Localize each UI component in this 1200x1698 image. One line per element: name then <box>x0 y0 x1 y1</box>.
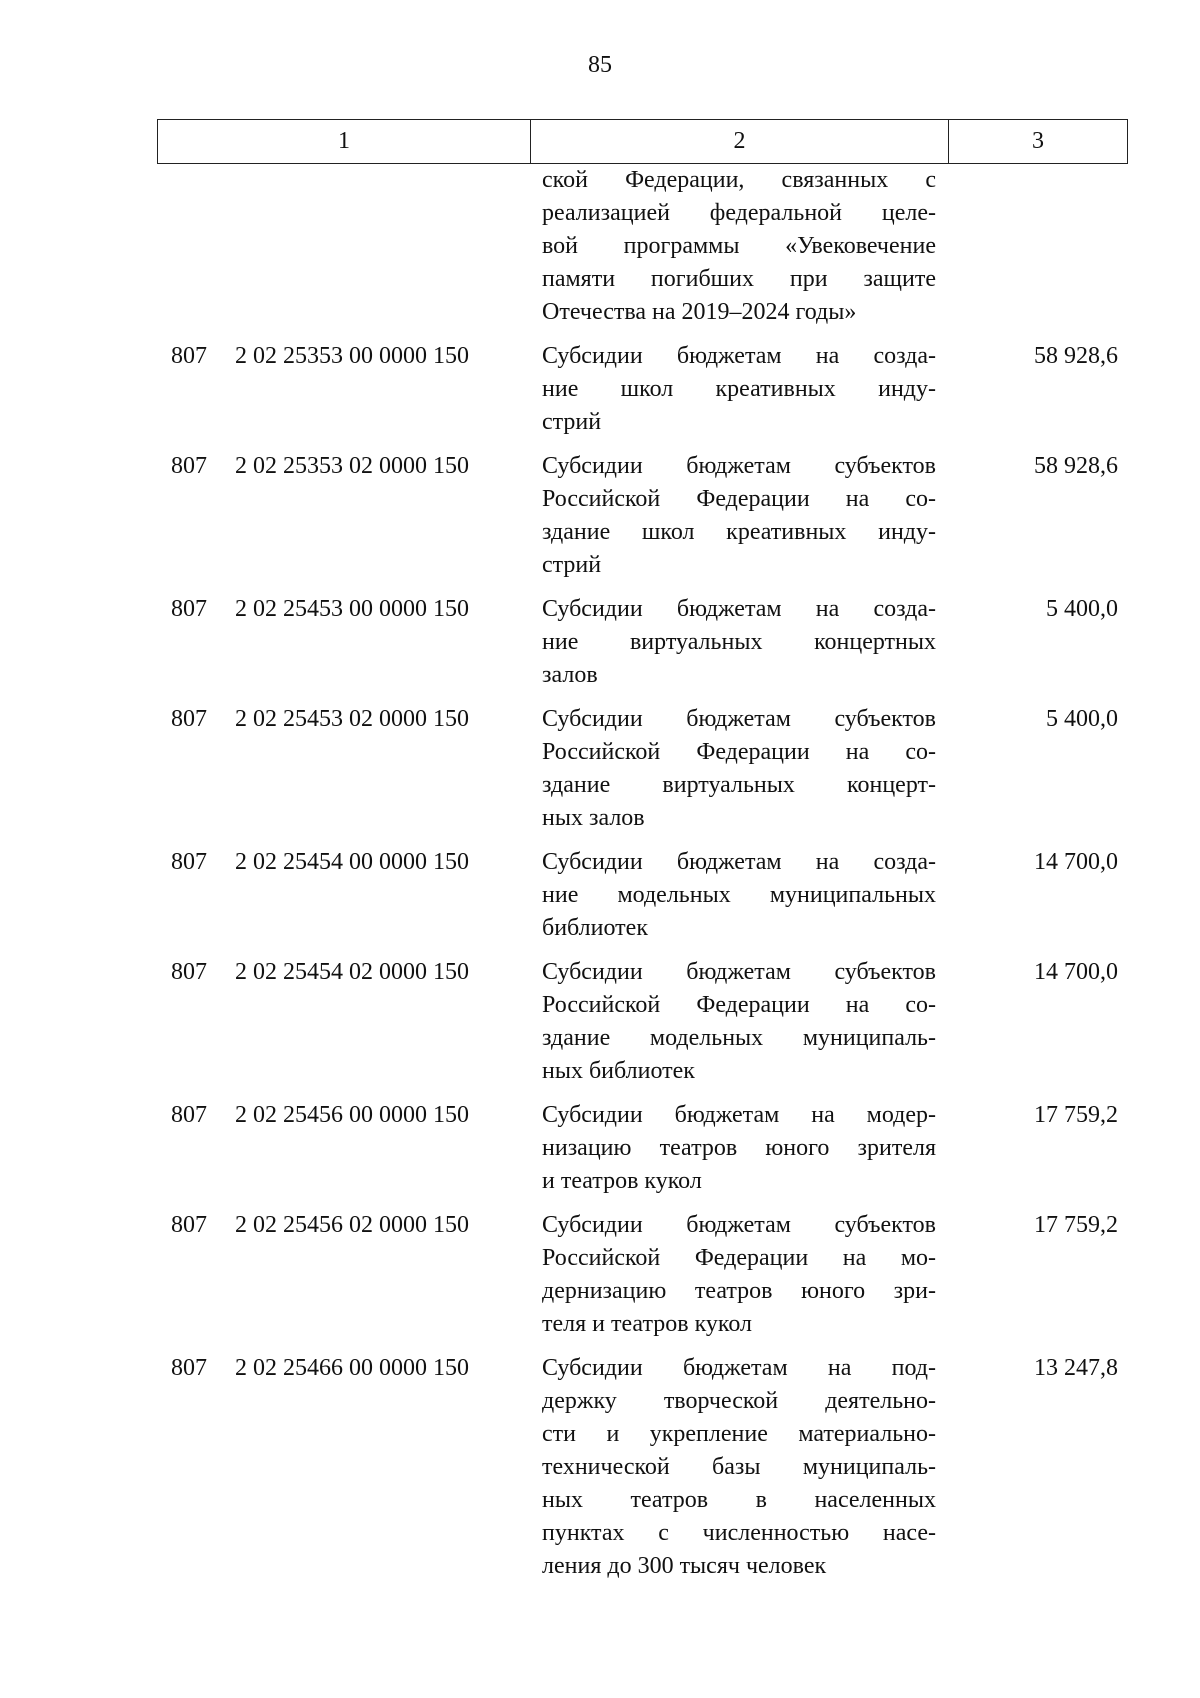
revenue-code-cell: 2 02 25454 02 0000 150 <box>235 959 469 985</box>
admin-code-cell: 807 <box>171 959 207 985</box>
table-row-continuation <box>157 164 1128 329</box>
description-line: Субсидии бюджетам субъектов <box>542 959 936 985</box>
amount-cell <box>948 164 1128 329</box>
admin-code-cell: 807 <box>171 1355 207 1381</box>
revenue-code-cell: 2 02 25466 00 0000 150 <box>235 1355 469 1381</box>
description-cell <box>530 340 948 439</box>
description-line: Российской Федерации на со- <box>542 486 936 512</box>
revenue-code-cell: 2 02 25456 00 0000 150 <box>235 1102 469 1128</box>
admin-code-cell: 807 <box>171 1212 207 1238</box>
admin-code-cell: 807 <box>171 1102 207 1128</box>
revenue-code-cell: 2 02 25453 02 0000 150 <box>235 706 469 732</box>
description-line: теля и театров кукол <box>542 1311 752 1337</box>
amount-cell: 17 759,2 <box>1034 1102 1118 1128</box>
description-line: ных театров в населенных <box>542 1487 936 1513</box>
description-line: стрий <box>542 552 602 578</box>
description-cell <box>530 593 948 692</box>
amount-cell: 13 247,8 <box>1034 1355 1118 1381</box>
header-col-3: 3 <box>1032 128 1044 154</box>
description-line: реализацией федеральной целе- <box>542 200 936 226</box>
description-cell <box>530 164 948 329</box>
description-line: Российской Федерации на мо- <box>542 1245 936 1271</box>
revenue-code-cell: 2 02 25456 02 0000 150 <box>235 1212 469 1238</box>
description-line: библиотек <box>542 915 648 941</box>
description-line: вой программы «Увековечение <box>542 233 936 259</box>
table-row <box>157 450 1128 582</box>
description-cell <box>530 846 948 945</box>
table-body <box>157 164 1128 1594</box>
description-line: Субсидии бюджетам на созда- <box>542 343 936 369</box>
amount-cell: 58 928,6 <box>1034 343 1118 369</box>
description-line: здание школ креативных инду- <box>542 519 936 545</box>
description-line: ных залов <box>542 805 645 831</box>
description-line: ской Федерации, связанных с <box>542 167 936 193</box>
amount-cell: 5 400,0 <box>1046 706 1118 732</box>
description-cell <box>530 956 948 1088</box>
admin-code-cell <box>157 164 231 329</box>
description-line: Субсидии бюджетам на под- <box>542 1355 936 1381</box>
description-line: ления до 300 тысяч человек <box>542 1553 827 1579</box>
amount-cell: 58 928,6 <box>1034 453 1118 479</box>
revenue-code-cell <box>231 164 530 329</box>
description-line: ние виртуальных концертных <box>542 629 936 655</box>
table-row <box>157 340 1128 439</box>
revenue-code-cell: 2 02 25353 00 0000 150 <box>235 343 469 369</box>
table-row <box>157 956 1128 1088</box>
revenue-code-cell: 2 02 25353 02 0000 150 <box>235 453 469 479</box>
description-line: здание виртуальных концерт- <box>542 772 936 798</box>
revenue-code-cell: 2 02 25454 00 0000 150 <box>235 849 469 875</box>
table-row <box>157 1352 1128 1583</box>
description-line: Субсидии бюджетам субъектов <box>542 706 936 732</box>
admin-code-cell: 807 <box>171 706 207 732</box>
table-header <box>157 119 1128 164</box>
description-line: Российской Федерации на со- <box>542 739 936 765</box>
page-number: 85 <box>588 52 612 78</box>
description-line: дернизацию театров юного зри- <box>542 1278 936 1304</box>
description-line: ние модельных муниципальных <box>542 882 936 908</box>
description-line: ных библиотек <box>542 1058 695 1084</box>
description-line: держку творческой деятельно- <box>542 1388 936 1414</box>
description-line: и театров кукол <box>542 1168 702 1194</box>
description-line: Субсидии бюджетам на созда- <box>542 849 936 875</box>
table-row <box>157 846 1128 945</box>
description-line: здание модельных муниципаль- <box>542 1025 936 1051</box>
revenue-code-cell: 2 02 25453 00 0000 150 <box>235 596 469 622</box>
table-row <box>157 593 1128 692</box>
header-col-2: 2 <box>531 120 949 163</box>
description-cell <box>530 1099 948 1198</box>
admin-code-cell: 807 <box>171 849 207 875</box>
description-line: Отечества на 2019–2024 годы» <box>542 299 857 325</box>
description-line: Российской Федерации на со- <box>542 992 936 1018</box>
description-cell <box>530 1352 948 1583</box>
description-line: Субсидии бюджетам субъектов <box>542 453 936 479</box>
description-line: Субсидии бюджетам на созда- <box>542 596 936 622</box>
admin-code-cell: 807 <box>171 596 207 622</box>
description-line: стрий <box>542 409 602 435</box>
amount-cell: 14 700,0 <box>1034 849 1118 875</box>
description-line: пунктах с численностью насе- <box>542 1520 936 1546</box>
table-row <box>157 703 1128 835</box>
table-row <box>157 1209 1128 1341</box>
amount-cell: 17 759,2 <box>1034 1212 1118 1238</box>
description-cell <box>530 1209 948 1341</box>
amount-cell: 14 700,0 <box>1034 959 1118 985</box>
description-line: Субсидии бюджетам на модер- <box>542 1102 936 1128</box>
amount-cell: 5 400,0 <box>1046 596 1118 622</box>
description-line: памяти погибших при защите <box>542 266 936 292</box>
description-line: ние школ креативных инду- <box>542 376 936 402</box>
description-line: технической базы муниципаль- <box>542 1454 936 1480</box>
table-row <box>157 1099 1128 1198</box>
header-col-1: 1 <box>158 120 531 163</box>
admin-code-cell: 807 <box>171 343 207 369</box>
description-line: сти и укрепление материально- <box>542 1421 936 1447</box>
admin-code-cell: 807 <box>171 453 207 479</box>
description-cell <box>530 450 948 582</box>
description-cell <box>530 703 948 835</box>
description-line: Субсидии бюджетам субъектов <box>542 1212 936 1238</box>
description-line: залов <box>542 662 598 688</box>
description-line: низацию театров юного зрителя <box>542 1135 936 1161</box>
